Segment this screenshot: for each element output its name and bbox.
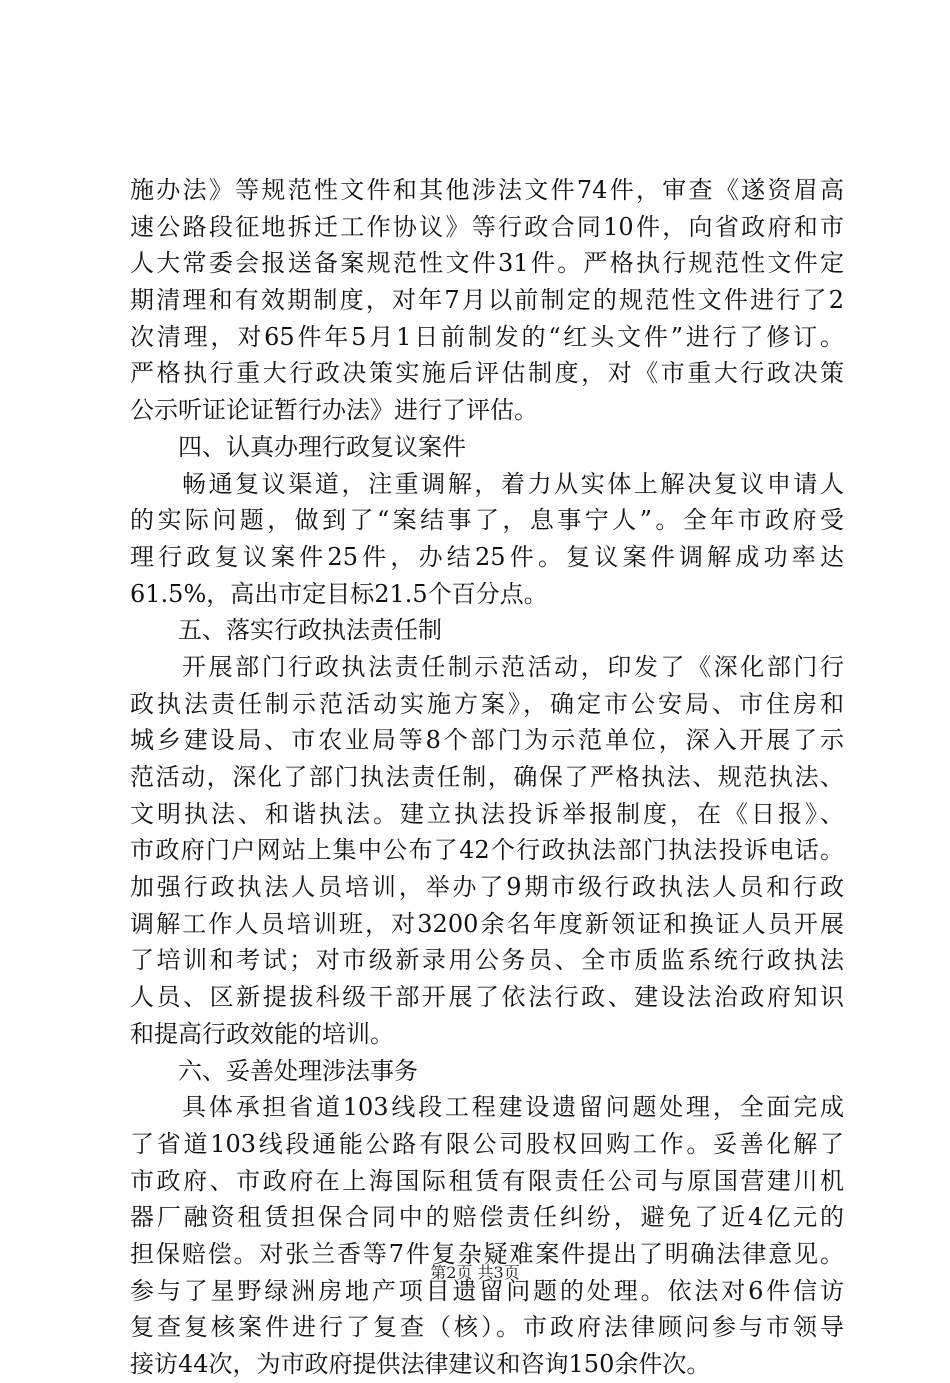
paragraph-first-line: 具体承担省道103线段工程建设遗留问题处理，全面完成	[182, 1093, 844, 1122]
text-line: 器厂融资租赁担保合同中的赔偿责任纠纷，避免了近4亿元的	[130, 1203, 844, 1232]
text-line: 理行政复议案件25件，办结25件。复议案件调解成功率达	[130, 542, 844, 571]
text-line: 公示听证论证暂行办法》进行了评估。	[130, 396, 538, 425]
paragraph-first-line: 畅通复议渠道，注重调解，着力从实体上解决复议申请人	[182, 469, 844, 498]
section-heading: 四、认真办理行政复议案件	[178, 432, 466, 461]
text-line: 人员、区新提拔科级干部开展了依法行政、建设法治政府知识	[130, 983, 844, 1012]
text-line: 期清理和有效期制度，对年7月以前制定的规范性文件进行了2	[130, 286, 844, 315]
page-number: 第2页 共3页	[430, 1263, 520, 1282]
text-line: 施办法》等规范性文件和其他涉法文件74件，审查《遂资眉高	[130, 176, 844, 204]
text-line: 接访44次，为市政府提供法律建议和咨询150余件次。	[130, 1350, 711, 1378]
text-line: 次清理，对65件年5月1日前制发的“红头文件”进行了修订。	[130, 322, 844, 351]
paragraph-first-line: 开展部门行政执法责任制示范活动，印发了《深化部门行	[182, 652, 844, 681]
text-line: 市政府门户网站上集中公布了42个行政执法部门执法投诉电话。	[130, 836, 844, 865]
section-heading: 五、落实行政执法责任制	[178, 616, 442, 645]
text-line: 调解工作人员培训班，对3200余名年度新领证和换证人员开展	[130, 909, 844, 938]
text-line: 城乡建设局、市农业局等8个部门为示范单位，深入开展了示	[130, 726, 844, 755]
text-line: 速公路段征地拆迁工作协议》等行政合同10件，向省政府和市	[130, 212, 844, 241]
text-line: 范活动，深化了部门执法责任制，确保了严格执法、规范执法、	[130, 763, 844, 791]
text-line: 复查复核案件进行了复查（核）。市政府法律顾问参与市领导	[130, 1313, 844, 1342]
document-body	[130, 172, 844, 1383]
text-line: 文明执法、和谐执法。建立执法投诉举报制度，在《日报》、	[130, 799, 844, 828]
text-line: 严格执行重大行政决策实施后评估制度，对《市重大行政决策	[130, 359, 844, 388]
text-line: 人大常委会报送备案规范性文件31件。严格执行规范性文件定	[130, 249, 844, 278]
text-line: 市政府、市政府在上海国际租赁有限责任公司与原国营建川机	[130, 1166, 844, 1195]
text-line: 61.5%，高出市定目标21.5个百分点。	[130, 579, 548, 608]
page-footer	[0, 1262, 950, 1284]
text-line: 担保赔偿。对张兰香等7件复杂疑难案件提出了明确法律意见。	[130, 1239, 844, 1268]
text-line: 政执法责任制示范活动实施方案》，确定市公安局、市住房和	[130, 689, 844, 718]
text-line: 参与了星野绿洲房地产项目遗留问题的处理。依法对6件信访	[130, 1276, 844, 1305]
text-line: 了省道103线段通能公路有限公司股权回购工作。妥善化解了	[130, 1129, 844, 1158]
section-heading: 六、妥善处理涉法事务	[178, 1056, 418, 1085]
text-line: 的实际问题，做到了“案结事了，息事宁人”。全年市政府受	[130, 506, 844, 535]
text-line: 加强行政执法人员培训，举办了9期市级行政执法人员和行政	[130, 873, 844, 902]
text-line: 了培训和考试；对市级新录用公务员、全市质监系统行政执法	[130, 946, 844, 975]
text-line: 和提高行政效能的培训。	[130, 1019, 394, 1048]
